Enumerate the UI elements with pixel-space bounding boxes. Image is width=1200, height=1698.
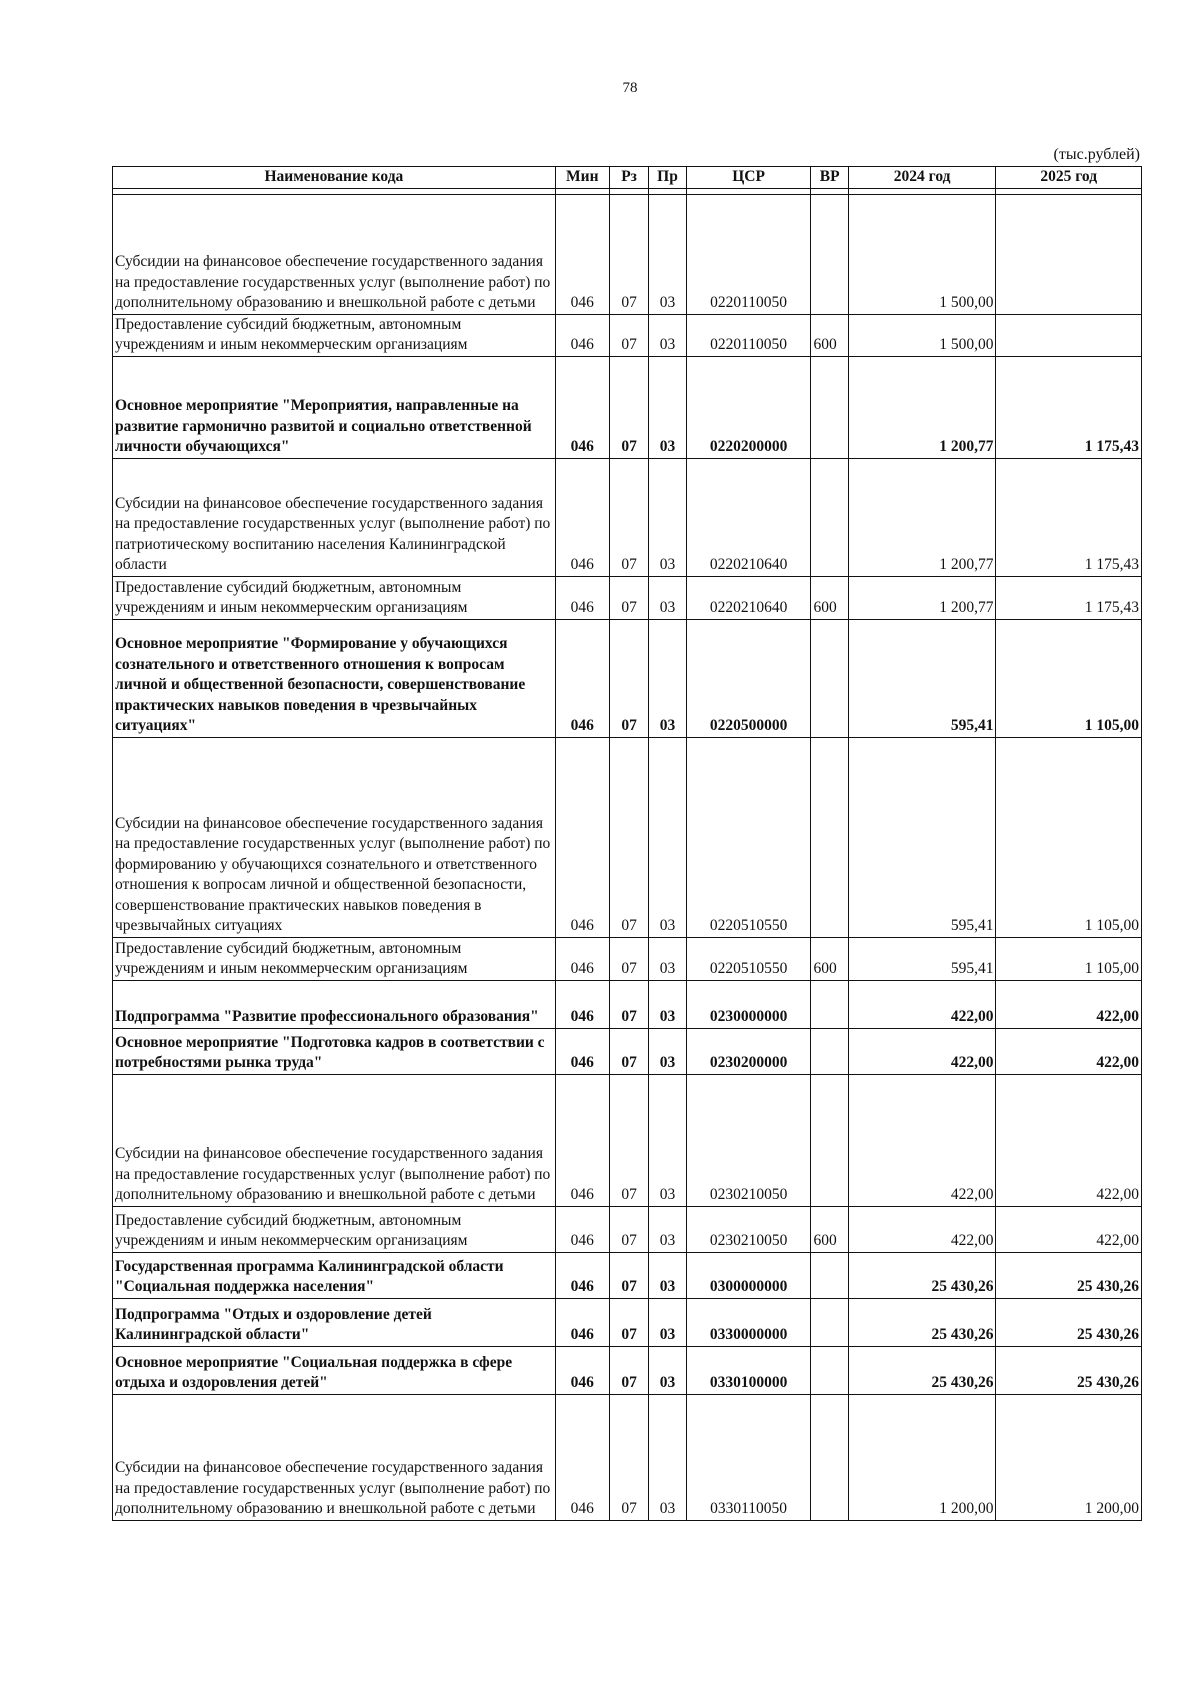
table-row xyxy=(113,737,1142,937)
col-header-min: Мин xyxy=(555,167,609,189)
cell-2024: 422,00 xyxy=(848,980,996,1028)
col-header-2024: 2024 год xyxy=(848,167,996,189)
cell-rz: 07 xyxy=(609,937,648,980)
cell-2024: 25 430,26 xyxy=(848,1346,996,1394)
cell-name: Основное мероприятие "Мероприятия, направленные на развитие гармонично развитой и социально ответственной личности обучающихся" xyxy=(113,356,556,458)
cell-csr: 0230000000 xyxy=(686,980,811,1028)
cell-min: 046 xyxy=(555,937,609,980)
cell-rz: 07 xyxy=(609,737,648,937)
table-row xyxy=(113,1346,1142,1394)
cell-name: Основное мероприятие "Социальная поддержка в сфере отдыха и оздоровления детей" xyxy=(113,1346,556,1394)
cell-2024: 25 430,26 xyxy=(848,1298,996,1346)
cell-2025: 1 105,00 xyxy=(996,619,1142,737)
cell-min: 046 xyxy=(555,356,609,458)
cell-csr: 0220500000 xyxy=(686,619,811,737)
cell-2024: 1 200,77 xyxy=(848,356,996,458)
cell-pr: 03 xyxy=(649,937,686,980)
cell-name: Подпрограмма "Отдых и оздоровление детей Калининградской области" xyxy=(113,1298,556,1346)
cell-min: 046 xyxy=(555,1346,609,1394)
col-header-csr: ЦСР xyxy=(686,167,811,189)
cell-csr: 0330000000 xyxy=(686,1298,811,1346)
cell-2025 xyxy=(996,314,1142,356)
table-row xyxy=(113,314,1142,356)
cell-min: 046 xyxy=(555,458,609,576)
cell-vr: 600 xyxy=(811,314,848,356)
cell-2024: 595,41 xyxy=(848,937,996,980)
cell-pr: 03 xyxy=(649,1346,686,1394)
cell-pr: 03 xyxy=(649,576,686,619)
cell-vr xyxy=(811,458,848,576)
cell-vr xyxy=(811,980,848,1028)
cell-name: Подпрограмма "Развитие профессионального образования" xyxy=(113,980,556,1028)
cell-2025: 422,00 xyxy=(996,1074,1142,1206)
col-header-name: Наименование кода xyxy=(113,167,556,189)
table-row xyxy=(113,194,1142,314)
cell-2024: 1 200,00 xyxy=(848,1394,996,1520)
table-row xyxy=(113,576,1142,619)
cell-min: 046 xyxy=(555,576,609,619)
cell-2025: 25 430,26 xyxy=(996,1346,1142,1394)
units-label: (тыс.рублей) xyxy=(1053,146,1140,163)
cell-pr: 03 xyxy=(649,1074,686,1206)
cell-min: 046 xyxy=(555,1074,609,1206)
cell-vr xyxy=(811,1252,848,1298)
cell-2025: 1 200,00 xyxy=(996,1394,1142,1520)
table-row xyxy=(113,1028,1142,1074)
cell-pr: 03 xyxy=(649,1252,686,1298)
cell-2025: 25 430,26 xyxy=(996,1298,1142,1346)
cell-2024: 595,41 xyxy=(848,737,996,937)
cell-2025: 1 175,43 xyxy=(996,458,1142,576)
cell-vr xyxy=(811,1298,848,1346)
cell-csr: 0220110050 xyxy=(686,314,811,356)
cell-vr: 600 xyxy=(811,937,848,980)
table-row xyxy=(113,937,1142,980)
table-row xyxy=(113,1206,1142,1252)
table-row xyxy=(113,980,1142,1028)
cell-vr xyxy=(811,1074,848,1206)
col-header-pr: Пр xyxy=(649,167,686,189)
cell-2025: 422,00 xyxy=(996,1206,1142,1252)
cell-name: Предоставление субсидий бюджетным, автономным учреждениям и иным некоммерческим организациям xyxy=(113,937,556,980)
cell-vr xyxy=(811,737,848,937)
cell-min: 046 xyxy=(555,980,609,1028)
cell-pr: 03 xyxy=(649,314,686,356)
cell-vr xyxy=(811,1394,848,1520)
cell-rz: 07 xyxy=(609,1074,648,1206)
cell-2024: 422,00 xyxy=(848,1028,996,1074)
cell-pr: 03 xyxy=(649,1206,686,1252)
cell-min: 046 xyxy=(555,1394,609,1520)
cell-rz: 07 xyxy=(609,576,648,619)
cell-name: Основное мероприятие "Подготовка кадров в соответствии с потребностями рынка труда" xyxy=(113,1028,556,1074)
cell-pr: 03 xyxy=(649,980,686,1028)
cell-rz: 07 xyxy=(609,1252,648,1298)
cell-vr xyxy=(811,1028,848,1074)
cell-rz: 07 xyxy=(609,356,648,458)
cell-2025: 1 175,43 xyxy=(996,576,1142,619)
cell-2024: 1 500,00 xyxy=(848,194,996,314)
cell-csr: 0230210050 xyxy=(686,1206,811,1252)
cell-rz: 07 xyxy=(609,1346,648,1394)
cell-vr xyxy=(811,194,848,314)
budget-table xyxy=(112,166,1142,1521)
cell-pr: 03 xyxy=(649,458,686,576)
cell-csr: 0220210640 xyxy=(686,576,811,619)
cell-2024: 422,00 xyxy=(848,1074,996,1206)
cell-csr: 0300000000 xyxy=(686,1252,811,1298)
cell-name: Субсидии на финансовое обеспечение государственного задания на предоставление государственных услуг (выполнение работ) по формированию у обучающихся сознательного и ответственного отношения к вопросам личной и общественной безопасности, совершенствование практических навыков поведения в чрезвычайных ситуациях xyxy=(113,737,556,937)
table-row xyxy=(113,619,1142,737)
cell-vr: 600 xyxy=(811,576,848,619)
cell-csr: 0230200000 xyxy=(686,1028,811,1074)
cell-pr: 03 xyxy=(649,1394,686,1520)
cell-min: 046 xyxy=(555,1298,609,1346)
cell-rz: 07 xyxy=(609,194,648,314)
col-header-rz: Рз xyxy=(609,167,648,189)
page-number: 78 xyxy=(622,80,638,96)
cell-rz: 07 xyxy=(609,314,648,356)
cell-pr: 03 xyxy=(649,1028,686,1074)
cell-name: Субсидии на финансовое обеспечение государственного задания на предоставление государственных услуг (выполнение работ) по дополнительному образованию и внешкольной работе с детьми xyxy=(113,194,556,314)
cell-pr: 03 xyxy=(649,356,686,458)
cell-name: Предоставление субсидий бюджетным, автономным учреждениям и иным некоммерческим организациям xyxy=(113,314,556,356)
col-header-vr: ВР xyxy=(811,167,848,189)
cell-2024: 1 200,77 xyxy=(848,576,996,619)
cell-name: Субсидии на финансовое обеспечение государственного задания на предоставление государственных услуг (выполнение работ) по патриотическому воспитанию населения Калининградской области xyxy=(113,458,556,576)
cell-csr: 0220510550 xyxy=(686,737,811,937)
table-row xyxy=(113,1394,1142,1520)
cell-pr: 03 xyxy=(649,737,686,937)
cell-vr xyxy=(811,1346,848,1394)
cell-2025 xyxy=(996,194,1142,314)
cell-min: 046 xyxy=(555,1206,609,1252)
cell-min: 046 xyxy=(555,1252,609,1298)
table-row xyxy=(113,1074,1142,1206)
cell-rz: 07 xyxy=(609,980,648,1028)
cell-name: Субсидии на финансовое обеспечение государственного задания на предоставление государственных услуг (выполнение работ) по дополнительному образованию и внешкольной работе с детьми xyxy=(113,1074,556,1206)
cell-min: 046 xyxy=(555,1028,609,1074)
cell-rz: 07 xyxy=(609,1298,648,1346)
cell-2025: 1 105,00 xyxy=(996,737,1142,937)
cell-name: Субсидии на финансовое обеспечение государственного задания на предоставление государственных услуг (выполнение работ) по дополнительному образованию и внешкольной работе с детьми xyxy=(113,1394,556,1520)
cell-name: Предоставление субсидий бюджетным, автономным учреждениям и иным некоммерческим организациям xyxy=(113,576,556,619)
cell-csr: 0220110050 xyxy=(686,194,811,314)
cell-vr xyxy=(811,356,848,458)
cell-2024: 1 200,77 xyxy=(848,458,996,576)
cell-min: 046 xyxy=(555,314,609,356)
cell-pr: 03 xyxy=(649,1298,686,1346)
cell-pr: 03 xyxy=(649,619,686,737)
cell-csr: 0220510550 xyxy=(686,937,811,980)
cell-2024: 25 430,26 xyxy=(848,1252,996,1298)
cell-vr: 600 xyxy=(811,1206,848,1252)
cell-csr: 0230210050 xyxy=(686,1074,811,1206)
cell-min: 046 xyxy=(555,619,609,737)
cell-rz: 07 xyxy=(609,458,648,576)
cell-pr: 03 xyxy=(649,194,686,314)
cell-2024: 422,00 xyxy=(848,1206,996,1252)
cell-2024: 595,41 xyxy=(848,619,996,737)
table-row xyxy=(113,1252,1142,1298)
table-body xyxy=(113,194,1142,1520)
table-row xyxy=(113,356,1142,458)
cell-name: Предоставление субсидий бюджетным, автономным учреждениям и иным некоммерческим организациям xyxy=(113,1206,556,1252)
cell-csr: 0220210640 xyxy=(686,458,811,576)
cell-csr: 0220200000 xyxy=(686,356,811,458)
cell-csr: 0330110050 xyxy=(686,1394,811,1520)
header-row xyxy=(113,167,1142,189)
col-header-2025: 2025 год xyxy=(996,167,1142,189)
table-row xyxy=(113,458,1142,576)
cell-min: 046 xyxy=(555,737,609,937)
cell-rz: 07 xyxy=(609,1394,648,1520)
cell-2025: 1 105,00 xyxy=(996,937,1142,980)
cell-name: Основное мероприятие "Формирование у обучающихся сознательного и ответственного отношения к вопросам личной и общественной безопасности, совершенствование практических навыков поведения в чрезвычайных ситуациях" xyxy=(113,619,556,737)
cell-2025: 25 430,26 xyxy=(996,1252,1142,1298)
cell-2025: 422,00 xyxy=(996,980,1142,1028)
cell-name: Государственная программа Калининградской области "Социальная поддержка населения" xyxy=(113,1252,556,1298)
cell-rz: 07 xyxy=(609,1028,648,1074)
cell-rz: 07 xyxy=(609,1206,648,1252)
cell-vr xyxy=(811,619,848,737)
cell-min: 046 xyxy=(555,194,609,314)
cell-2024: 1 500,00 xyxy=(848,314,996,356)
cell-csr: 0330100000 xyxy=(686,1346,811,1394)
cell-rz: 07 xyxy=(609,619,648,737)
cell-2025: 422,00 xyxy=(996,1028,1142,1074)
table-row xyxy=(113,1298,1142,1346)
cell-2025: 1 175,43 xyxy=(996,356,1142,458)
